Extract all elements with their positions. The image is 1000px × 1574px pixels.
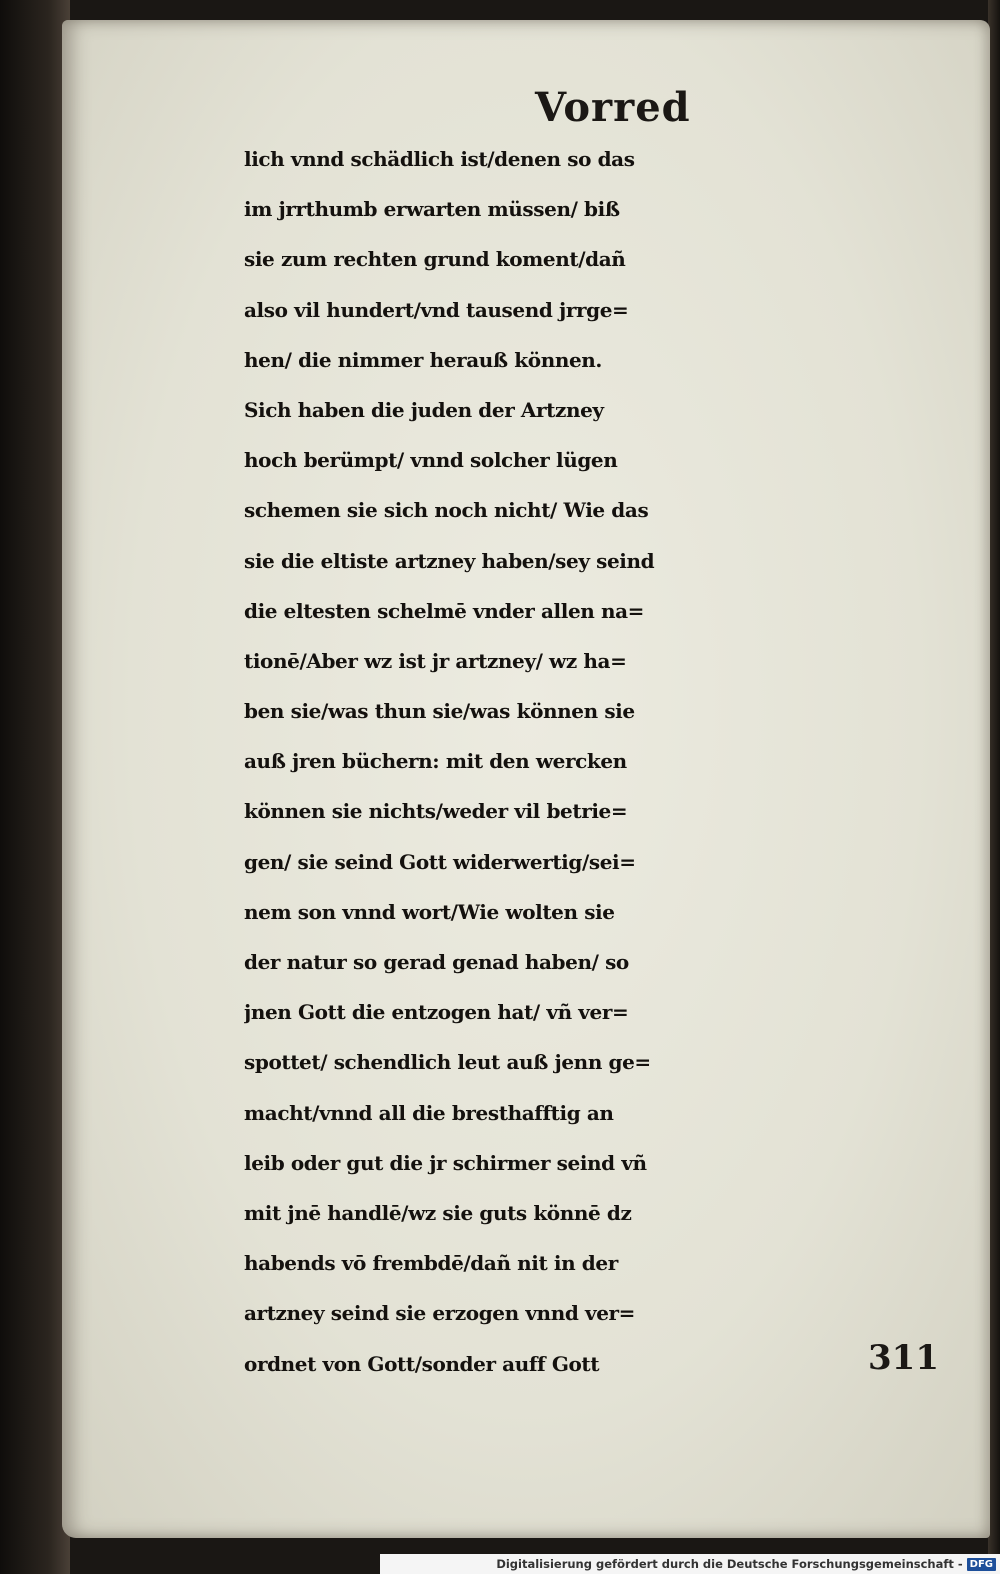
- text-line: Sich haben die juden der Artzney: [244, 397, 604, 422]
- text-line: schemen sie sich noch nicht/ Wie das: [244, 498, 649, 523]
- text-line: sie die eltiste artzney haben/sey seind: [244, 548, 655, 573]
- dfg-logo: DFG: [967, 1558, 996, 1571]
- text-line: nem son vnnd wort/Wie wolten sie: [244, 899, 615, 924]
- text-line: ordnet von Gott/sonder auff Gott: [244, 1351, 600, 1376]
- text-line: tionē/Aber wz ist jr artzney/ wz ha=: [244, 648, 627, 673]
- text-line: hoch berümpt/ vnnd solcher lügen: [244, 448, 618, 473]
- text-line: lich vnnd schädlich ist/denen so das: [244, 147, 635, 171]
- digitization-footer: [380, 1554, 1000, 1574]
- funding-credit: Digitalisierung gefördert durch die Deutsche Forschungsgemeinschaft -: [496, 1557, 963, 1571]
- folio-number: 311: [868, 1338, 939, 1378]
- text-line: sie zum rechten grund koment/dañ: [244, 247, 626, 272]
- text-line: hen/ die nimmer herauß können.: [244, 347, 603, 372]
- text-line: die eltesten schelmē vnder allen na=: [244, 598, 645, 623]
- text-line: spottet/ schendlich leut auß jenn ge=: [244, 1050, 651, 1075]
- text-line: mit jnē handlē/wz sie guts könnē dz: [244, 1200, 632, 1225]
- running-header: Vorred: [535, 84, 691, 131]
- text-line: habends vō frembdē/dañ nit in der: [244, 1251, 618, 1276]
- text-line: macht/vnnd all die bresthafftig an: [244, 1100, 614, 1125]
- text-line: der natur so gerad genad haben/ so: [244, 950, 629, 974]
- text-line: artzney seind sie erzogen vnnd ver=: [244, 1301, 636, 1326]
- text-line: ben sie/was thun sie/was können sie: [244, 699, 635, 724]
- text-line: leib oder gut die jr schirmer seind vñ: [244, 1150, 647, 1175]
- book-gutter-shadow: [0, 0, 70, 1574]
- text-line: im jrrthumb erwarten müssen/ biß: [244, 197, 620, 222]
- text-line: jnen Gott die entzogen hat/ vñ ver=: [244, 1000, 629, 1025]
- page-text-block: [244, 134, 944, 1389]
- text-line: gen/ sie seind Gott widerwertig/sei=: [244, 849, 636, 874]
- text-line: also vil hundert/vnd tausend jrrge=: [244, 297, 629, 322]
- text-line: auß jren büchern: mit den wercken: [244, 749, 627, 774]
- text-line: können sie nichts/weder vil betrie=: [244, 799, 628, 824]
